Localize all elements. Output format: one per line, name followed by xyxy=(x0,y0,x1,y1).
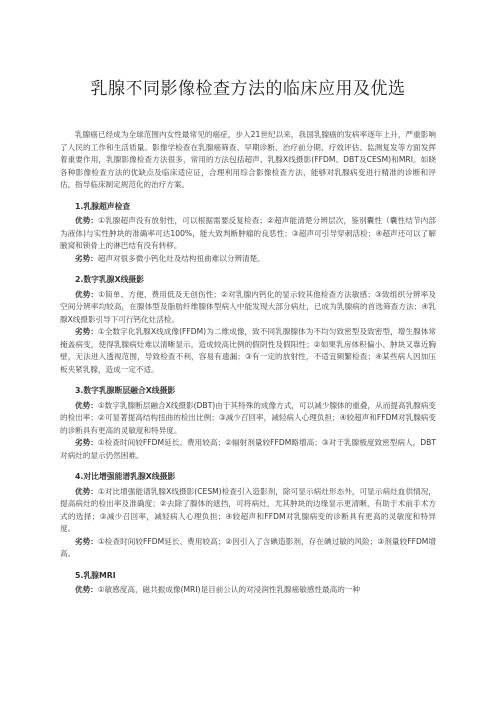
section-heading: 5.乳腺MRI xyxy=(75,570,116,580)
item-text: 超声对很多微小钙化灶及结构扭曲难以分辨清楚。 xyxy=(97,253,265,263)
item-text: ①检查时间较FFDM延长、费用较高；②辐射剂量较FFDM略增高；③对于乳腺极度致密型病人，DBT对病灶的显示仍然困难。 xyxy=(60,438,437,460)
section-heading: 3.数字乳腺断层融合X线摄影 xyxy=(75,386,176,395)
section xyxy=(60,471,436,561)
section xyxy=(60,274,436,376)
item-text: ①简单、方便、费用低及无创伤性；②对乳腺内钙化的显示较其他检查方法敏感；③致组织分辨率及空间分辨率均较高，在腺体型及脂肪纤维腺体型病人中能发现大部分病灶，已成为乳腺病的首选筛查方法；④乳腺X线摄影引导下可行钙化灶活检。 xyxy=(60,289,436,324)
sections-container xyxy=(60,201,436,597)
item-label: 劣势： xyxy=(75,438,98,447)
section-item xyxy=(60,400,436,438)
item-label: 优势： xyxy=(75,289,99,299)
section-item xyxy=(60,253,436,266)
item-label: 劣势： xyxy=(75,327,98,336)
section xyxy=(60,570,436,597)
section xyxy=(60,201,436,266)
item-label: 优势： xyxy=(75,486,98,496)
item-text: ①敏感度高，磁共振成像(MRI)是目前公认的对浸润性乳腺癌敏感性最高的一种 xyxy=(97,585,360,594)
item-text: ①全数字化乳腺X线成像(FFDM)为二维成像，致不同乳腺腺体为不均匀致密型及致密型，增生腺体常掩盖病变，使得乳腺病灶难以清晰显示，造成较高比例的假阴性及假阳性；②如果乳房体积偏小、肿块又靠近胸壁，无法进入透视范围，导致检查不利，容易有遗漏；③有一定的放射性，不适宜频繁检查；④某些病人因加压板夹紧乳腺，造成一定不适。 xyxy=(60,327,436,374)
section-item xyxy=(60,215,436,253)
item-label: 优势： xyxy=(75,216,99,225)
section-item xyxy=(60,536,436,561)
section-heading: 4.对比增强能谱乳腺X线摄影 xyxy=(75,472,176,481)
intro-text: 乳腺癌已经成为全球范围内女性最常见的癌症，步入21世纪以来，我国乳腺癌的发病率逐年上升，严重影响了人民的工作和生活质量。影像学检查在乳腺癌筛查、早期诊断、治疗前分期、疗效评估、监测复发等方面发挥着重要作用，乳腺影像检查方法很多，常用的方法包括超声、乳腺X线摄影(FFDM、DBT及CESM)和MRI。如晓各种影像检查方法的优缺点及临床适应证，合理利用综合影像检查方法，能够对乳腺病变进行精准的诊断和评估，指导临床制定规范化的治疗方案。 xyxy=(60,130,436,189)
item-label: 优势： xyxy=(75,400,98,410)
section-heading: 2.数字乳腺X线摄影 xyxy=(75,275,144,284)
item-text: ①检查时间较FFDM延长、费用较高；②因引入了含碘造影剂，存在碘过敏的风险；③剂量较FFDM增高。 xyxy=(60,536,436,558)
section-heading: 1.乳腺超声检查 xyxy=(75,201,131,211)
item-label: 劣势： xyxy=(75,536,98,546)
document-title: 乳腺不同影像检查方法的临床应用及优选 xyxy=(90,79,406,99)
section xyxy=(60,385,436,462)
section-item xyxy=(60,486,436,536)
item-text: ①数字乳腺断层融合X线摄影(DBT)由于其特殊的成像方式，可以减少腺体的重叠，从而提高乳腺病变的检出率；②可显著提高结构扭曲的检出比例；③减少召回率，减轻病人心理负担；④较超声和FFDM对乳腺病变的诊断具有更高的灵敏度和特异度。 xyxy=(60,400,436,435)
section-item xyxy=(60,437,436,462)
section-item xyxy=(60,326,436,376)
item-text: ①对比增强能谱乳腺X线摄影(CESM)检查引入造影剂，除可显示病灶形态外，可显示病灶血供情况，提高病灶的检出率及准确度；②去除了腺体的遮挡，可将病灶，尤其肿块的边缘显示更清晰，有助于术前手术方式的选择；③减少召回率，减轻病人心理负担；④较超声和FFDM对乳腺病变的诊断具有更高的灵敏度和特异度。 xyxy=(60,486,437,533)
item-label: 劣势： xyxy=(75,253,98,263)
section-item xyxy=(60,584,436,597)
item-label: 优势： xyxy=(75,585,98,594)
item-text: ①乳腺超声没有放射性，可以根据需要反复检查；②超声能清楚分辨层次，鉴别囊性（囊性结节内部为液体)与实性肿块的准确率可达100%，能大致判断肿瘤的良恶性；③超声可引导穿刺活检；④超声还可以了解腋窝和锁骨上的淋巴结有没有转移。 xyxy=(60,216,436,250)
intro-paragraph xyxy=(60,129,436,192)
section-item xyxy=(60,289,436,327)
